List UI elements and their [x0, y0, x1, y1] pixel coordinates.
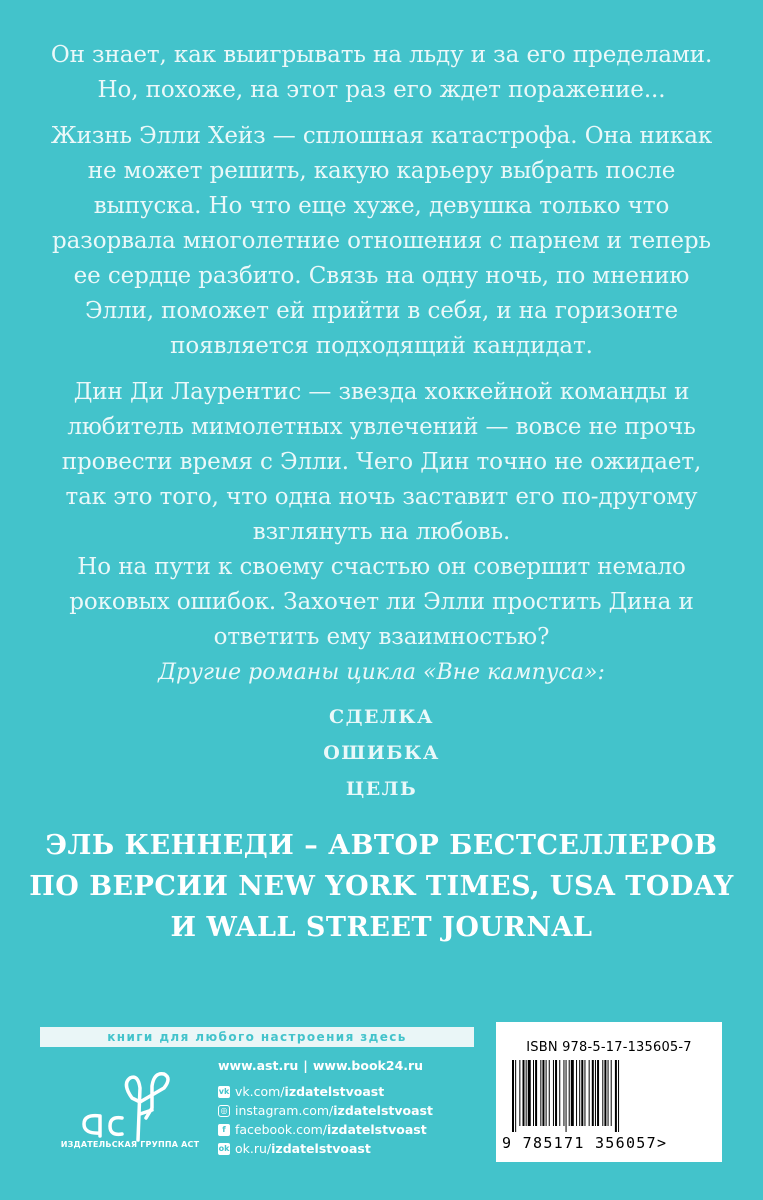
series-title-1: СДЕЛКА	[328, 706, 435, 728]
vk-icon: vk	[218, 1087, 230, 1096]
series-intro: Другие романы цикла «Вне кампуса»:	[158, 660, 605, 685]
social-handle: izdatelstvoast	[333, 1103, 433, 1118]
social-prefix: ok.ru/	[235, 1141, 272, 1156]
social-link-odnoklassniki[interactable]	[218, 1139, 433, 1158]
facebook-icon: f	[218, 1124, 230, 1136]
social-prefix: instagram.com/	[235, 1103, 334, 1118]
author-line-1: ЭЛЬ КЕННЕДИ – АВТОР БЕСТСЕЛЛЕРОВ	[45, 830, 718, 861]
websites	[218, 1058, 423, 1073]
social-link-vk[interactable]	[218, 1082, 433, 1101]
blurb-paragraph-3: Дин Ди Лаурентис — звезда хоккейной команды и любитель мимолетных увлечений — вовсе не прочь провести время с Элли. Чего Дин точно не ожидает, так это того, что одна ночь заставит его по-другому взглянуть на любовь.	[61, 379, 702, 545]
social-prefix: vk.com/	[235, 1084, 285, 1099]
isbn-barcode-box	[496, 1022, 722, 1162]
blurb-paragraph-1: Он знает, как выигрывать на льду и за его пределами. Но, похоже, на этот раз его ждет поражение...	[50, 42, 713, 103]
publisher-name: ИЗДАТЕЛЬСКАЯ ГРУППА АСТ	[60, 1140, 200, 1149]
isbn-digits	[502, 1134, 718, 1152]
instagram-icon: ◎	[218, 1105, 230, 1117]
website-link-book24[interactable]: www.book24.ru	[312, 1058, 424, 1073]
barcode-icon	[510, 1060, 710, 1132]
series-title-2: ОШИБКА	[323, 742, 440, 764]
social-handle: izdatelstvoast	[326, 1122, 427, 1137]
odnoklassniki-icon: ok	[218, 1144, 230, 1153]
blurb-paragraph-4: Но на пути к своему счастью он совершит немало роковых ошибок. Захочет ли Элли простить Дина и ответить ему взаимностью?	[69, 554, 694, 650]
isbn-number: 9 785171 356057	[502, 1134, 657, 1152]
publisher-tagline: книги для любого настроения здесь	[40, 1027, 474, 1047]
website-separator: |	[303, 1058, 308, 1073]
website-link-ast[interactable]: www.ast.ru	[218, 1058, 299, 1073]
isbn-arrow: >	[656, 1134, 668, 1152]
social-link-instagram[interactable]	[218, 1101, 433, 1120]
social-links	[218, 1082, 433, 1158]
author-credits	[0, 825, 763, 948]
blurb	[40, 38, 723, 666]
series-title-3: ЦЕЛЬ	[345, 778, 418, 800]
social-prefix: facebook.com/	[235, 1122, 327, 1137]
social-handle: izdatelstvoast	[271, 1141, 371, 1156]
author-line-3: И WALL STREET JOURNAL	[170, 912, 593, 943]
isbn-label: ISBN 978-5-17-135605-7	[526, 1040, 692, 1055]
author-line-2: ПО ВЕРСИИ NEW YORK TIMES, USA TODAY	[29, 871, 734, 902]
social-link-facebook[interactable]	[218, 1120, 433, 1139]
blurb-paragraph-2: Жизнь Элли Хейз — сплошная катастрофа. Она никак не может решить, какую карьеру выбрать после выпуска. Но что еще хуже, девушка только что разорвала многолетние отношения с парнем и теперь ее сердце разбито. Связь на одну ночь, по мнению Элли, поможет ей прийти в себя, и на горизонте появляется подходящий кандидат.	[50, 123, 713, 359]
social-handle: izdatelstvoast	[284, 1084, 385, 1099]
series-list	[0, 657, 763, 807]
